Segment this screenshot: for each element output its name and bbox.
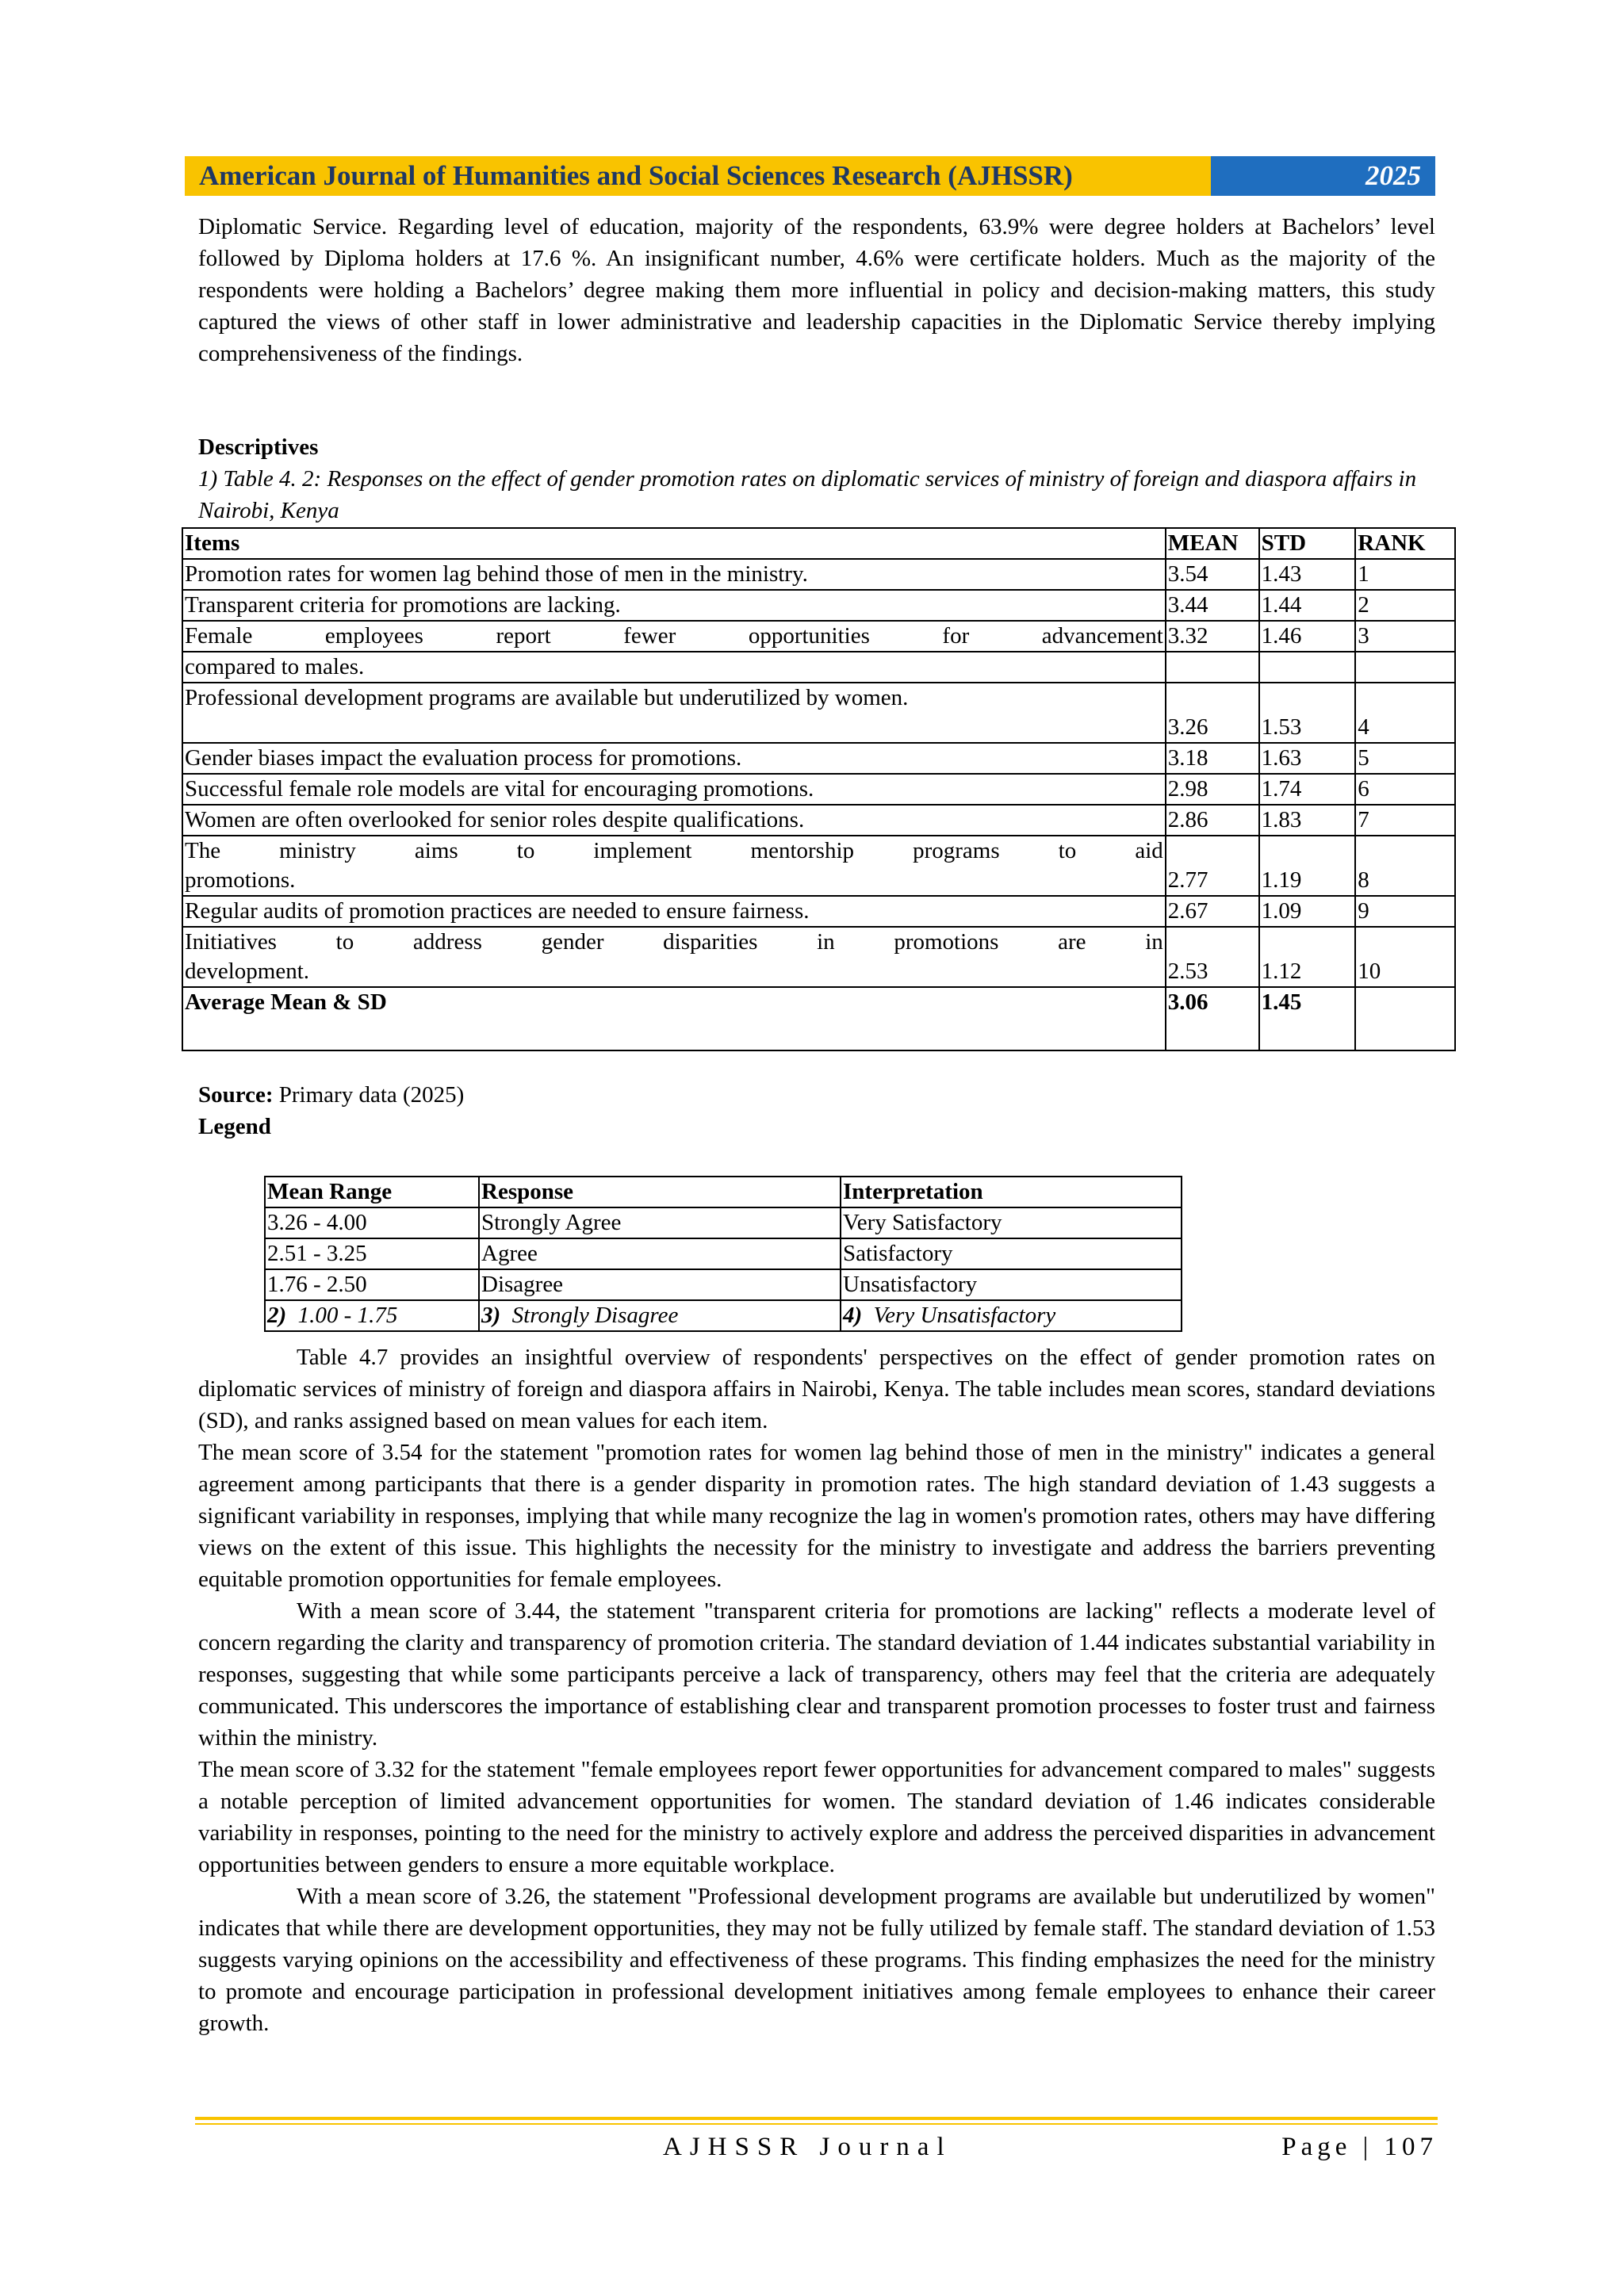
mean-cell: 3.54 [1166, 559, 1259, 590]
item-cell [182, 927, 1166, 987]
average-label: Average Mean & SD [182, 987, 1166, 1050]
table-row [182, 774, 1455, 805]
legend-interpretation [841, 1300, 1182, 1331]
mean-cell: 2.86 [1166, 805, 1259, 836]
mean-cell: 2.53 [1166, 927, 1259, 987]
item-cell: Promotion rates for women lag behind those of men in the ministry. [182, 559, 1166, 590]
table-row [182, 621, 1455, 652]
header-std: STD [1259, 528, 1356, 559]
std-cell: 1.74 [1259, 774, 1356, 805]
item-cell: Successful female role models are vital for encouraging promotions. [182, 774, 1166, 805]
table-row [182, 805, 1455, 836]
empty-cell [1166, 652, 1259, 683]
analysis-paragraph: With a mean score of 3.26, the statement "Professional development programs are available but underutilized by women" indicates that while there are development opportunities, they may not be fully utilized by female staff. The standard deviation of 1.53 suggests varying opinions on the accessibility and effectiveness of these programs. This finding emphasizes the need for the ministry to promote and encourage participation in professional development initiatives among female employees to enhance their career growth. [198, 1884, 1435, 2036]
item-cell: Professional development programs are available but underutilized by women. [182, 683, 1166, 743]
legend-interpretation: Unsatisfactory [841, 1269, 1182, 1300]
std-cell: 1.19 [1259, 836, 1356, 896]
empty-cell [1355, 652, 1455, 683]
mean-cell: 3.44 [1166, 590, 1259, 621]
list-number: 2) [267, 1303, 287, 1328]
rank-cell: 6 [1355, 774, 1455, 805]
source-text: Primary data (2025) [273, 1082, 465, 1108]
std-cell: 1.43 [1259, 559, 1356, 590]
legend-row [265, 1269, 1182, 1300]
mean-cell: 2.77 [1166, 836, 1259, 896]
analysis-paragraph: The mean score of 3.54 for the statement "promotion rates for women lag behind those of men in the ministry" indicates a general agreement among participants that there is a gender disparity in promotion rates. The high standard deviation of 1.43 suggests a significant variability in responses, implying that while many recognize the lag in women's promotion rates, others may have differing views on the extent of this issue. This highlights the necessity for the ministry to investigate and address the barriers preventing equitable promotion opportunities for female employees. [198, 1440, 1435, 1592]
average-std: 1.45 [1259, 987, 1356, 1050]
legend-row [265, 1238, 1182, 1269]
item-cell [182, 836, 1166, 896]
std-cell: 1.44 [1259, 590, 1356, 621]
analysis-section [198, 1341, 1435, 2039]
legend-range [265, 1300, 479, 1331]
item-cell: Gender biases impact the evaluation process for promotions. [182, 743, 1166, 774]
table-row [182, 590, 1455, 621]
legend-row [265, 1207, 1182, 1238]
descriptives-heading: Descriptives [198, 434, 319, 460]
list-number: 4) [843, 1303, 863, 1328]
intro-paragraph: Diplomatic Service. Regarding level of education, majority of the respondents, 63.9% were degree holders at Bachelors’ level followed by Diploma holders at 17.6 %. An insignificant number, 4.6% were certificate holders. Much as the majority of the respondents were holding a Bachelors’ degree making them more influential in policy and decision-making matters, this study captured the views of other staff in lower administrative and leadership capacities in the Diplomatic Service thereby implying comprehensiveness of the findings. [198, 214, 1435, 366]
std-cell: 1.83 [1259, 805, 1356, 836]
journal-header [185, 156, 1435, 196]
legend-row [265, 1300, 1182, 1331]
legend-header-response: Response [479, 1177, 841, 1207]
responses-table [182, 527, 1456, 1051]
intro-paragraph-container [198, 211, 1435, 369]
item-line-2: development. [185, 959, 310, 984]
item-cell [182, 621, 1166, 652]
legend-response: Agree [479, 1238, 841, 1269]
journal-title: American Journal of Humanities and Social Sciences Research (AJHSSR) [185, 156, 1211, 196]
list-number: 3) [481, 1303, 501, 1328]
rank-cell: 5 [1355, 743, 1455, 774]
journal-year: 2025 [1211, 156, 1435, 196]
item-line-1: Initiatives to address gender disparities in promotions are in [185, 929, 1163, 955]
source-label: Source: [198, 1082, 274, 1108]
mean-cell: 3.18 [1166, 743, 1259, 774]
std-cell: 1.12 [1259, 927, 1356, 987]
rank-cell: 2 [1355, 590, 1455, 621]
table-row [182, 743, 1455, 774]
header-rank: RANK [1355, 528, 1455, 559]
mean-cell: 2.67 [1166, 896, 1259, 927]
rank-cell: 9 [1355, 896, 1455, 927]
analysis-paragraph: Table 4.7 provides an insightful overview of respondents' perspectives on the effect of gender promotion rates on diplomatic services of ministry of foreign and diaspora affairs in Nairobi, Kenya. The table includes mean scores, standard deviations (SD), and ranks assigned based on mean values for each item. [198, 1345, 1435, 1433]
item-line-2: promotions. [185, 867, 296, 893]
footer-rule [195, 2123, 1438, 2125]
header-items: Items [182, 528, 1166, 559]
rank-cell: 7 [1355, 805, 1455, 836]
analysis-paragraph: The mean score of 3.32 for the statement "female employees report fewer opportunities for advancement compared to males" suggests a notable perception of limited advancement opportunities for women. The standard deviation of 1.46 indicates considerable variability in responses, pointing to the need for the ministry to actively explore and address the perceived disparities in advancement opportunities between genders to ensure a more equitable workplace. [198, 1757, 1435, 1877]
table-row [182, 896, 1455, 927]
legend-range-text: 1.00 - 1.75 [297, 1303, 398, 1328]
table-row [182, 559, 1455, 590]
legend-response: Strongly Agree [479, 1207, 841, 1238]
item-cell: Women are often overlooked for senior roles despite qualifications. [182, 805, 1166, 836]
table-row [182, 683, 1455, 743]
legend-interpretation: Satisfactory [841, 1238, 1182, 1269]
rank-cell: 1 [1355, 559, 1455, 590]
average-rank [1355, 987, 1455, 1050]
item-line-1: Female employees report fewer opportunities for advancement [185, 623, 1163, 649]
average-mean: 3.06 [1166, 987, 1259, 1050]
rank-cell: 4 [1355, 683, 1455, 743]
item-cell: Regular audits of promotion practices are needed to ensure fairness. [182, 896, 1166, 927]
legend-range: 1.76 - 2.50 [265, 1269, 479, 1300]
legend-response [479, 1300, 841, 1331]
table-row [182, 836, 1455, 896]
legend-title: Legend [198, 1114, 271, 1139]
footer-rule [195, 2117, 1438, 2120]
footer-journal: AJHSSR Journal [663, 2133, 952, 2161]
legend-response-text: Strongly Disagree [511, 1303, 679, 1328]
source-note [198, 1079, 464, 1111]
table-caption: 1) Table 4. 2: Responses on the effect of gender promotion rates on diplomatic services of ministry of foreign and diaspora affairs in Nairobi, Kenya [198, 466, 1417, 523]
table-row [182, 927, 1455, 987]
legend-header-interpretation: Interpretation [841, 1177, 1182, 1207]
legend-table [264, 1176, 1182, 1332]
mean-cell: 3.32 [1166, 621, 1259, 652]
rank-cell: 8 [1355, 836, 1455, 896]
std-cell: 1.53 [1259, 683, 1356, 743]
rank-cell: 10 [1355, 927, 1455, 987]
legend-interpretation: Very Satisfactory [841, 1207, 1182, 1238]
table-header-row [182, 528, 1455, 559]
std-cell: 1.46 [1259, 621, 1356, 652]
legend-interpretation-text: Very Unsatisfactory [873, 1303, 1056, 1328]
item-line-1: The ministry aims to implement mentorship programs to aid [185, 838, 1163, 863]
empty-cell [1259, 652, 1356, 683]
legend-range: 2.51 - 3.25 [265, 1238, 479, 1269]
legend-header-range: Mean Range [265, 1177, 479, 1207]
legend-range: 3.26 - 4.00 [265, 1207, 479, 1238]
rank-cell: 3 [1355, 621, 1455, 652]
std-cell: 1.63 [1259, 743, 1356, 774]
header-mean: MEAN [1166, 528, 1259, 559]
legend-header-row [265, 1177, 1182, 1207]
analysis-paragraph: With a mean score of 3.44, the statement "transparent criteria for promotions are lacking" reflects a moderate level of concern regarding the clarity and transparency of promotion criteria. The standard deviation of 1.44 indicates substantial variability in responses, suggesting that while some participants perceive a lack of transparency, others may feel that the criteria are adequately communicated. This underscores the importance of establishing clear and transparent promotion processes to foster trust and fairness within the ministry. [198, 1598, 1435, 1751]
item-cell: Transparent criteria for promotions are lacking. [182, 590, 1166, 621]
legend-response: Disagree [479, 1269, 841, 1300]
mean-cell: 2.98 [1166, 774, 1259, 805]
average-row [182, 987, 1455, 1050]
std-cell: 1.09 [1259, 896, 1356, 927]
table-row-continuation [182, 652, 1455, 683]
item-line-2: compared to males. [182, 652, 1166, 683]
mean-cell: 3.26 [1166, 683, 1259, 743]
page-number: Page | 107 [1281, 2133, 1438, 2161]
